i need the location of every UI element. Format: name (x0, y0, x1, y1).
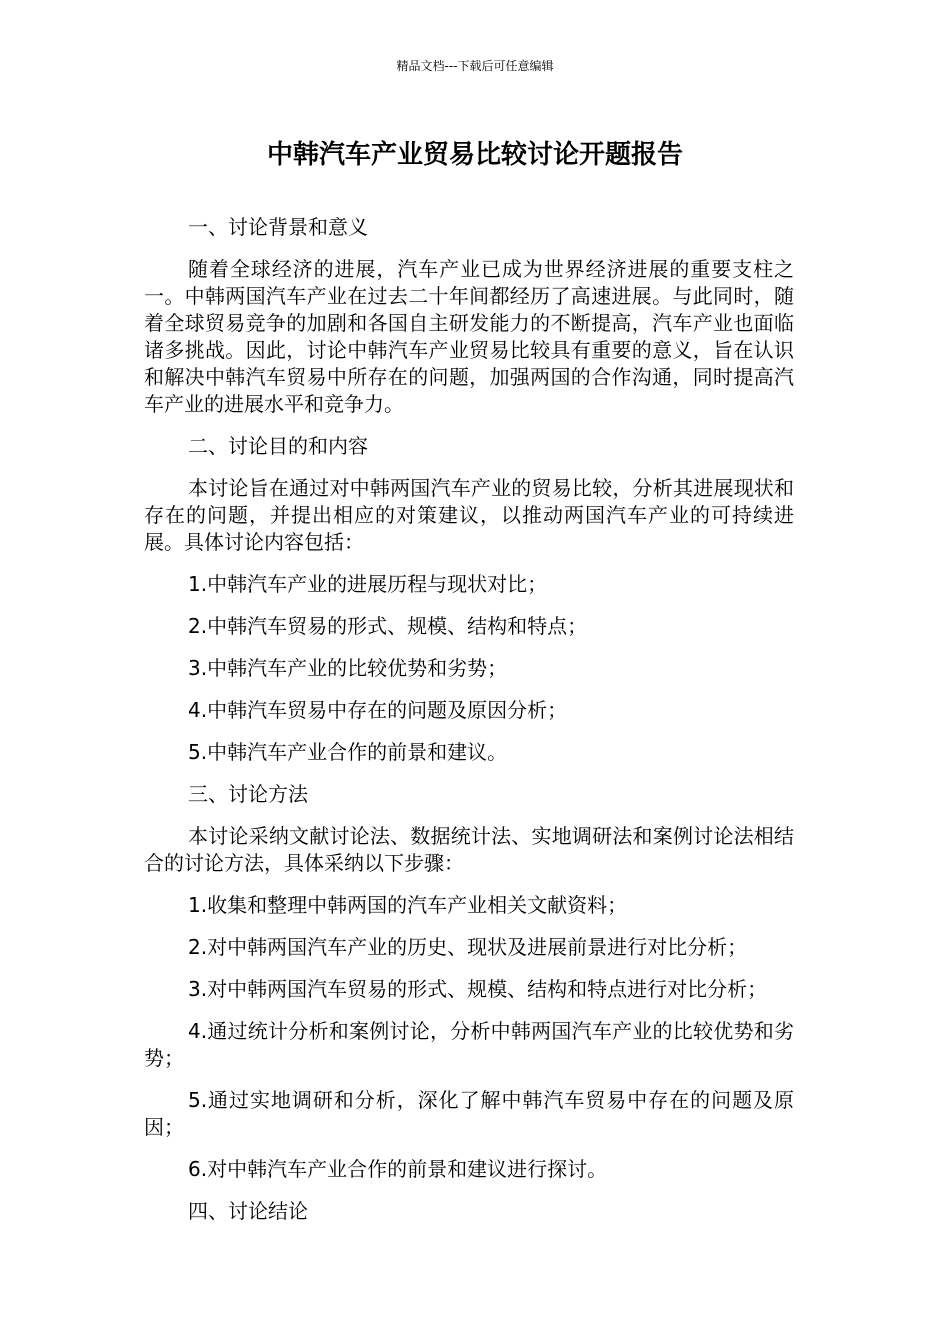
section-heading-purpose: 二、讨论目的和内容 (188, 434, 368, 458)
paragraph-background: 随着全球经济的进展，汽车产业已成为世界经济进展的重要支柱之一。中韩两国汽车产业在过去二十年间都经历了高速进展。与此同时，随着全球贸易竞争的加剧和各国自主研发能力的不断提高，汽车产业也面临诸多挑战。因此，讨论中韩汽车产业贸易比较具有重要的意义，旨在认识和解决中韩汽车贸易中所存在的问题，加强两国的合作沟通，同时提高汽车产业的进展水平和竞争力。 (144, 257, 794, 416)
section-heading-methods: 三、讨论方法 (188, 782, 308, 806)
list-item-step-5: 5.通过实地调研和分析，深化了解中韩汽车贸易中存在的问题及原因； (144, 1088, 794, 1139)
section-heading-background: 一、讨论背景和意义 (188, 215, 368, 239)
list-item-content-5: 5.中韩汽车产业合作的前景和建议。 (188, 740, 508, 764)
list-item-step-6: 6.对中韩汽车产业合作的前景和建议进行探讨。 (188, 1157, 608, 1181)
list-item-step-1: 1.收集和整理中韩两国的汽车产业相关文献资料； (188, 893, 628, 917)
list-item-content-1: 1.中韩汽车产业的进展历程与现状对比； (188, 572, 548, 596)
list-item-content-4: 4.中韩汽车贸易中存在的问题及原因分析； (188, 698, 568, 722)
document-title: 中韩汽车产业贸易比较讨论开题报告 (266, 140, 683, 170)
list-item-step-2: 2.对中韩两国汽车产业的历史、现状及进展前景进行对比分析； (188, 935, 748, 959)
list-item-step-4: 4.通过统计分析和案例讨论，分析中韩两国汽车产业的比较优势和劣势； (144, 1019, 794, 1070)
list-item-step-3: 3.对中韩两国汽车贸易的形式、规模、结构和特点进行对比分析； (188, 977, 768, 1001)
document-body (144, 214, 794, 1240)
list-item-content-3: 3.中韩汽车产业的比较优势和劣势； (188, 656, 508, 680)
list-item-content-2: 2.中韩汽车贸易的形式、规模、结构和特点； (188, 614, 588, 638)
header-note: 精品文档---下载后可任意编辑 (396, 59, 554, 73)
paragraph-purpose: 本讨论旨在通过对中韩两国汽车产业的贸易比较，分析其进展现状和存在的问题，并提出相应的对策建议，以推动两国汽车产业的可持续进展。具体讨论内容包括： (144, 476, 794, 554)
paragraph-methods: 本讨论采纳文献讨论法、数据统计法、实地调研法和案例讨论法相结合的讨论方法，具体采纳以下步骤： (144, 824, 794, 875)
section-heading-conclusion: 四、讨论结论 (188, 1199, 308, 1223)
